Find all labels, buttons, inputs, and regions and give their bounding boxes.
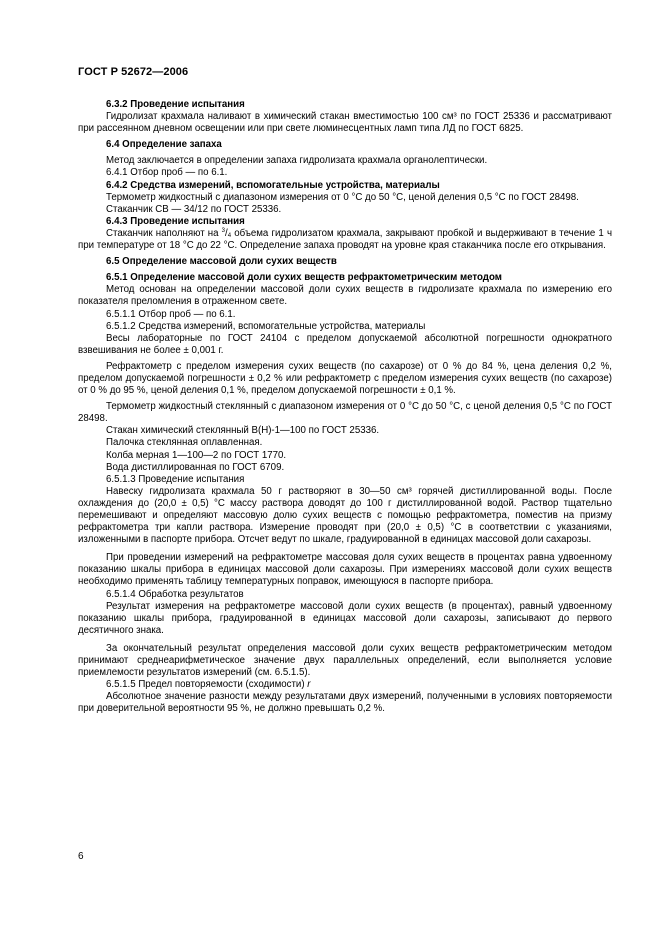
document-header: ГОСТ Р 52672—2006 (78, 66, 189, 78)
paragraph: Вода дистиллированная по ГОСТ 6709. (106, 461, 285, 473)
paragraph: 6.5.1.4 Обработка результатов (106, 588, 244, 600)
section-heading-6-3-2: 6.3.2 Проведение испытания (106, 99, 245, 110)
paragraph: Рефрактометр с пределом измерения сухих веществ (по сахарозе) от 0 % до 84 %, цена деления 0,2 %, пределом допускаемой погрешности ± 0,2 % или рефрактометр с пределом измерения сухих веществ (по сахарозе) от 0 % до 95 %, ценой деления 0,1 %, пределом допускаемой погрешности ± 0,1 %. (78, 360, 612, 397)
paragraph: Метод основан на определении массовой доли сухих веществ в гидролизате крахмала по измерению его показателя преломления в отраженном свете. (78, 284, 612, 308)
section-heading-6-5: 6.5 Определение массовой доли сухих веществ (106, 256, 337, 268)
fraction-numerator: 3 (221, 227, 226, 234)
paragraph: 6.5.1.2 Средства измерений, вспомогательные устройства, материалы (106, 320, 426, 332)
paragraph: Результат измерения на рефрактометре массовой доли сухих веществ (в процентах), равный удвоенному показанию шкалы прибора, градуированной в единицах массовой доли сахарозы, записывают до первого десятичного знака. (78, 600, 612, 636)
document-body (78, 99, 612, 716)
variable-r: r (307, 679, 311, 691)
section-heading-6-5-1: 6.5.1 Определение массовой доли сухих веществ рефрактометрическим методом (106, 272, 502, 284)
text-run: Стаканчик наполняют на (106, 227, 222, 239)
paragraph-fraction (78, 228, 612, 252)
paragraph: Гидролизат крахмала наливают в химический стакан вместимостью 100 см³ по ГОСТ 25336 и рассматривают при рассеянном дневном освещении или при свете люминесцентных ламп типа ЛД по ГОСТ 6825. (78, 111, 612, 135)
paragraph: Стакан химический стеклянный В(Н)-1—100 по ГОСТ 25336. (106, 425, 380, 437)
text-run: 6.5.1.5 Предел повторяемости (сходимости) (106, 679, 308, 691)
page-number: 6 (78, 851, 84, 862)
paragraph: Термометр жидкостный с диапазоном измерения от 0 °С до 50 °С, ценой деления 0,5 °С по ГОСТ 28498. (106, 191, 579, 203)
fraction-denominator: 4 (227, 232, 232, 239)
fraction-slash: / (225, 227, 228, 239)
paragraph: За окончательный результат определения массовой доли сухих веществ рефрактометрическим методом принимают среднеарифметическое значение двух параллельных определений, если выполняется условие приемлемости результатов измерений (см. 6.5.1.5). (78, 642, 612, 679)
paragraph: Навеску гидролизата крахмала 50 г растворяют в 30—50 см³ горячей дистиллированной воды. После охлаждения до (20,0 ± 0,5) °С массу раствора доводят до 100 г дистиллированной водой. Раствор тщательно перемешивают и определяют массовую долю сухих веществ с помощью рефрактометра, поместив на призму рефрактометра три капли раствора. Измерение проводят при (20,0 ± 0,5) °С в соответствии с указаниями, изложенными в паспорте прибора. Отсчет ведут по шкале, градуированной в единицах массовой доли сахарозы. (78, 485, 612, 546)
paragraph: Термометр жидкостный стеклянный с диапазоном измерения от 0 °С до 50 °С, с ценой деления 0,5 °С по ГОСТ 28498. (78, 401, 612, 425)
paragraph-variable (78, 679, 612, 691)
paragraph: При проведении измерений на рефрактометре массовая доля сухих веществ в процентах равна удвоенному показанию шкалы прибора в единицах массовой доли сахарозы. При измерениях массовой доли сухих веществ необходимо применять таблицу температурных поправок, имеющуюся в паспорте прибора. (78, 552, 612, 588)
paragraph: Абсолютное значение разности между результатами двух измерений, полученными в условиях повторяемости при доверительной вероятности 95 %, не должно превышать 0,2 %. (78, 691, 612, 715)
paragraph: Стаканчик СВ — 34/12 по ГОСТ 25336. (106, 203, 282, 215)
section-heading-6-4-2: 6.4.2 Средства измерений, вспомогательные устройства, материалы (106, 179, 440, 191)
section-heading-6-4: 6.4 Определение запаха (106, 139, 222, 151)
paragraph: 6.5.1.3 Проведение испытания (106, 473, 245, 485)
paragraph: Метод заключается в определении запаха гидролизата крахмала органолептически. (106, 155, 488, 167)
section-heading-6-4-3: 6.4.3 Проведение испытания (106, 215, 245, 227)
paragraph: 6.4.1 Отбор проб — по 6.1. (106, 167, 228, 179)
text-run: объема гидролизатом крахмала, закрывают пробкой и выдерживают в течение 1 ч при температуре от 18 °С до 22 °С. Определение запаха проводят на уровне края стаканчика после его открывания. (78, 227, 612, 252)
paragraph: Колба мерная 1—100—2 по ГОСТ 1770. (106, 449, 287, 461)
paragraph: 6.5.1.1 Отбор проб — по 6.1. (106, 308, 236, 320)
paragraph: Весы лабораторные по ГОСТ 24104 с пределом допускаемой абсолютной погрешности однократного взвешивания не более ± 0,001 г. (78, 332, 612, 356)
paragraph: Палочка стеклянная оплавленная. (106, 437, 263, 449)
